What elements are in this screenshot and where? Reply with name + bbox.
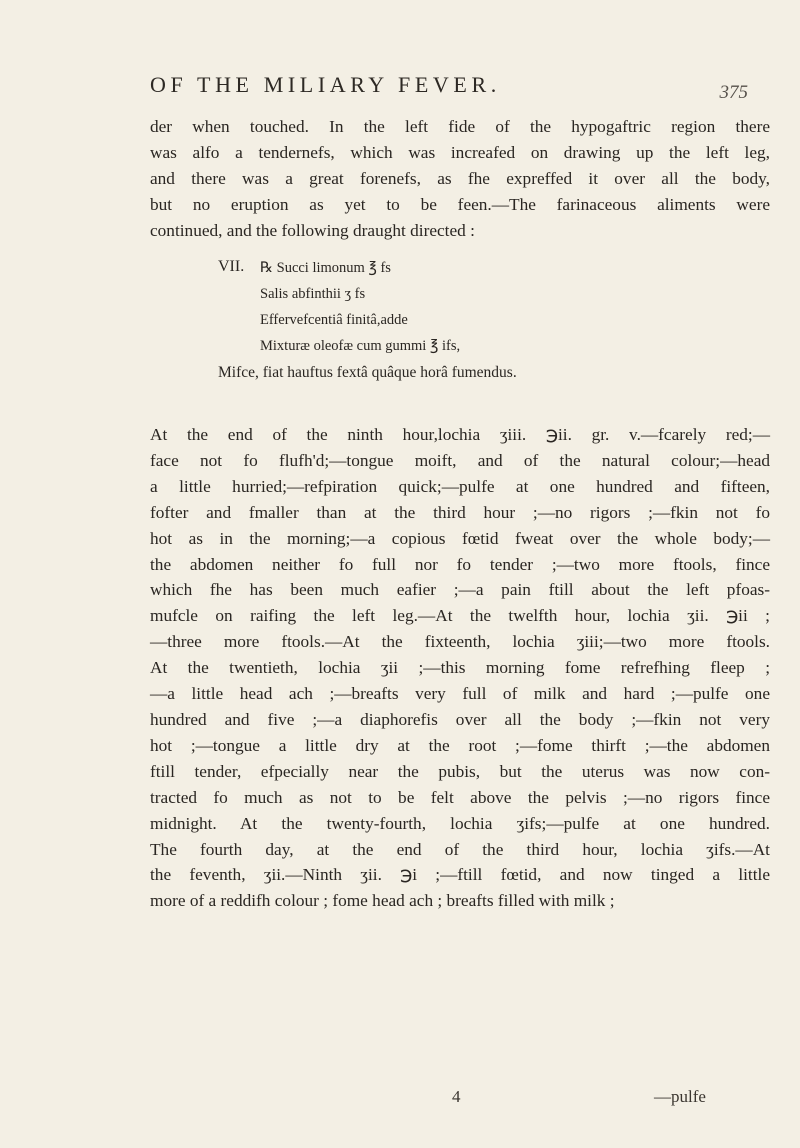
catchword: —pulfe: [654, 1087, 706, 1106]
page-number: 375: [719, 82, 748, 103]
paragraph-2-line: fofter and fmaller than at the third hour ;—no rigors ;—fkin not fo: [150, 502, 770, 522]
paragraph-2-line: At the twentieth, lochia ʒii ;—this morning fome refrefhing fleep ;: [150, 658, 770, 678]
prescription-line: ℞ Succi limonum ℥ fs: [260, 260, 391, 276]
paragraph-1-line: der when touched. In the left fide of the hypogaftric region there: [150, 117, 770, 136]
paragraph-1-line: was alfo a tendernefs, which was increafed on drawing up the left leg,: [150, 142, 770, 162]
paragraph-2-line: the feventh, ʒii.—Ninth ʒii. ℈i ;—ftill fœtid, and now tinged a little: [150, 865, 770, 885]
paragraph-2: [150, 422, 770, 914]
paragraph-1-line: and there was a great forenefs, as fhe expreffed it over all the body,: [150, 168, 770, 188]
paragraph-2-line: more of a reddifh colour ; fome head ach ; breafts filled with milk ;: [150, 891, 615, 911]
paragraph-1-line: but no eruption as yet to be feen.—The farinaceous aliments were: [150, 194, 770, 214]
paragraph-2-line: —three more ftools.—At the fixteenth, lochia ʒiii;—two more ftools.: [150, 632, 770, 652]
paragraph-2-line: tracted fo much as not to be felt above the pelvis ;—no rigors fince: [150, 787, 770, 807]
running-title: OF THE MILIARY FEVER.: [150, 72, 501, 97]
paragraph-1: [150, 114, 770, 244]
paragraph-2-line: the abdomen neither fo full nor fo tender ;—two more ftools, fince: [150, 554, 770, 574]
paragraph-2-line: which fhe has been much eafier ;—a pain ftill about the left pfoas-: [150, 580, 770, 600]
paragraph-1-line: continued, and the following draught directed :: [150, 220, 475, 240]
paragraph-2-line: a little hurried;—refpiration quick;—pulfe at one hundred and fifteen,: [150, 476, 770, 496]
paragraph-2-line: At the end of the ninth hour,lochia ʒiii. ℈ii. gr. v.—fcarely red;—: [150, 425, 770, 444]
paragraph-2-line: —a little head ach ;—breafts very full of milk and hard ;—pulfe one: [150, 684, 770, 704]
paragraph-2-line: midnight. At the twenty-fourth, lochia ʒifs;—pulfe at one hundred.: [150, 813, 770, 833]
paragraph-2-line: hot ;—tongue a little dry at the root ;—fome thirft ;—the abdomen: [150, 735, 770, 755]
paragraph-2-line: mufcle on raifing the left leg.—At the twelfth hour, lochia ʒii. ℈ii ;: [150, 606, 770, 626]
prescription-line: Mifce, fiat hauftus fextâ quâque horâ fumendus.: [218, 364, 517, 381]
paragraph-2-line: hot as in the morning;—a copious fœtid fweat over the whole body;—: [150, 528, 770, 548]
prescription-line: Effervefcentiâ finitâ,adde: [260, 312, 408, 328]
prescription-line: Mixturæ oleofæ cum gummi ℥ ifs,: [260, 338, 461, 354]
paragraph-2-line: face not fo flufh'd;—tongue moift, and of the natural colour;—head: [150, 450, 770, 470]
prescription-number: VII.: [218, 258, 245, 275]
prescription-line: Salis abfinthii ʒ fs: [260, 286, 366, 302]
paragraph-2-line: The fourth day, at the end of the third hour, lochia ʒifs.—At: [150, 839, 770, 859]
paragraph-2-line: hundred and five ;—a diaphorefis over all the body ;—fkin not very: [150, 709, 770, 729]
paragraph-2-line: ftill tender, efpecially near the pubis, but the uterus was now con-: [150, 761, 770, 781]
signature-mark: 4: [452, 1087, 461, 1106]
